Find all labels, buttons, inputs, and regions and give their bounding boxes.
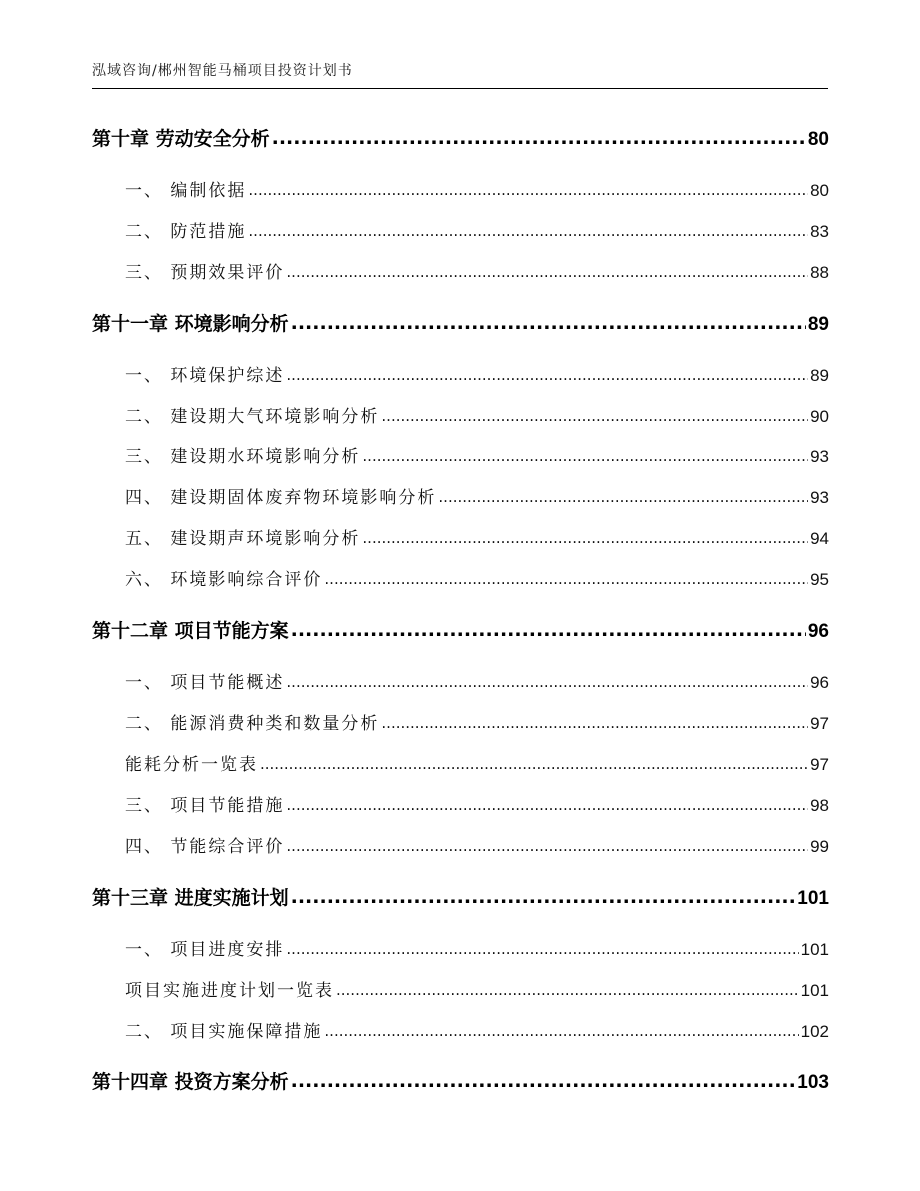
toc-leader-dots [248,222,808,240]
toc-leader-dots [286,796,808,814]
toc-leader-dots [381,714,808,732]
toc-leader-dots [291,1070,796,1092]
toc-entry-title: 六、 环境影响综合评价 [125,570,323,590]
toc-entry-title: 第十四章 投资方案分析 [92,1071,289,1093]
toc-section[interactable] [125,750,829,775]
toc-entry-page: 96 [807,621,829,642]
toc-leader-dots [324,1022,798,1040]
toc-entry-title: 二、 防范措施 [125,222,247,242]
toc-chapter-11[interactable] [92,309,829,336]
toc-leader-dots [272,127,806,149]
toc-section[interactable] [125,1017,829,1042]
toc-chapter-12[interactable] [92,616,829,643]
toc-entry-title: 一、 环境保护综述 [125,366,285,386]
toc-entry-page: 80 [810,181,829,200]
toc-entry-title: 第十二章 项目节能方案 [92,620,289,642]
toc-entry-page: 89 [810,366,829,385]
toc-leader-dots [438,488,808,506]
toc-leader-dots [291,886,796,908]
toc-leader-dots [324,570,808,588]
toc-entry-page: 93 [810,447,829,466]
toc-section[interactable] [125,832,829,857]
toc-leader-dots [291,619,806,641]
toc-entry-page: 94 [810,529,829,548]
toc-entry-page: 102 [800,1022,829,1041]
toc-entry-title: 一、 项目进度安排 [125,940,285,960]
toc-entry-title: 三、 项目节能措施 [125,796,285,816]
toc-leader-dots [381,407,808,425]
toc-leader-dots [286,940,798,958]
toc-leader-dots [336,981,799,999]
toc-entry-page: 101 [797,888,829,909]
toc-section[interactable] [125,976,829,1001]
toc-section[interactable] [125,709,829,734]
toc-section[interactable] [125,483,829,508]
toc-entry-title: 第十三章 进度实施计划 [92,887,289,909]
toc-entry-page: 99 [810,837,829,856]
toc-leader-dots [362,447,808,465]
toc-section[interactable] [125,442,829,467]
toc-entry-title: 能耗分析一览表 [125,755,258,775]
toc-section[interactable] [125,258,829,283]
toc-entry-title: 三、 建设期水环境影响分析 [125,447,361,467]
toc-entry-title: 四、 建设期固体废弃物环境影响分析 [125,488,437,508]
toc-entry-page: 101 [800,981,829,1000]
toc-leader-dots [286,673,808,691]
toc-entry-page: 90 [810,407,829,426]
toc-entry-title: 四、 节能综合评价 [125,837,285,857]
toc-section[interactable] [125,176,829,201]
toc-leader-dots [286,366,808,384]
toc-leader-dots [286,837,808,855]
toc-section[interactable] [125,524,829,549]
toc-entry-title: 三、 预期效果评价 [125,263,285,283]
toc-entry-page: 103 [797,1072,829,1093]
toc-entry-page: 93 [810,488,829,507]
toc-entry-page: 98 [810,796,829,815]
toc-entry-page: 83 [810,222,829,241]
toc-leader-dots [286,263,808,281]
toc-entry-page: 96 [810,673,829,692]
toc-leader-dots [260,755,808,773]
running-header: 泓域咨询/郴州智能马桶项目投资计划书 [92,63,353,79]
toc-section[interactable] [125,217,829,242]
toc-chapter-10[interactable] [92,124,829,151]
toc-entry-title: 第十章 劳动安全分析 [92,128,270,150]
toc-entry-title: 二、 项目实施保障措施 [125,1022,323,1042]
toc-entry-title: 项目实施进度计划一览表 [125,981,334,1001]
toc-entry-title: 二、 能源消费种类和数量分析 [125,714,380,734]
toc-section[interactable] [125,935,829,960]
toc-section[interactable] [125,565,829,590]
toc-entry-page: 97 [810,714,829,733]
toc-chapter-14[interactable] [92,1067,829,1094]
toc-entry-page: 88 [810,263,829,282]
toc-entry-page: 95 [810,570,829,589]
toc-entry-page: 89 [807,314,829,335]
toc-leader-dots [362,529,808,547]
toc-leader-dots [291,312,806,334]
toc-entry-page: 97 [810,755,829,774]
toc-entry-page: 80 [807,129,829,150]
toc-entry-title: 二、 建设期大气环境影响分析 [125,407,380,427]
toc-entry-title: 第十一章 环境影响分析 [92,313,289,335]
toc-chapter-13[interactable] [92,883,829,910]
toc-section[interactable] [125,668,829,693]
toc-entry-title: 五、 建设期声环境影响分析 [125,529,361,549]
toc-entry-title: 一、 编制依据 [125,181,247,201]
toc-section[interactable] [125,402,829,427]
toc-section[interactable] [125,791,829,816]
toc-leader-dots [248,181,808,199]
toc-section[interactable] [125,361,829,386]
toc-entry-page: 101 [800,940,829,959]
header-rule [92,88,828,89]
toc-entry-title: 一、 项目节能概述 [125,673,285,693]
